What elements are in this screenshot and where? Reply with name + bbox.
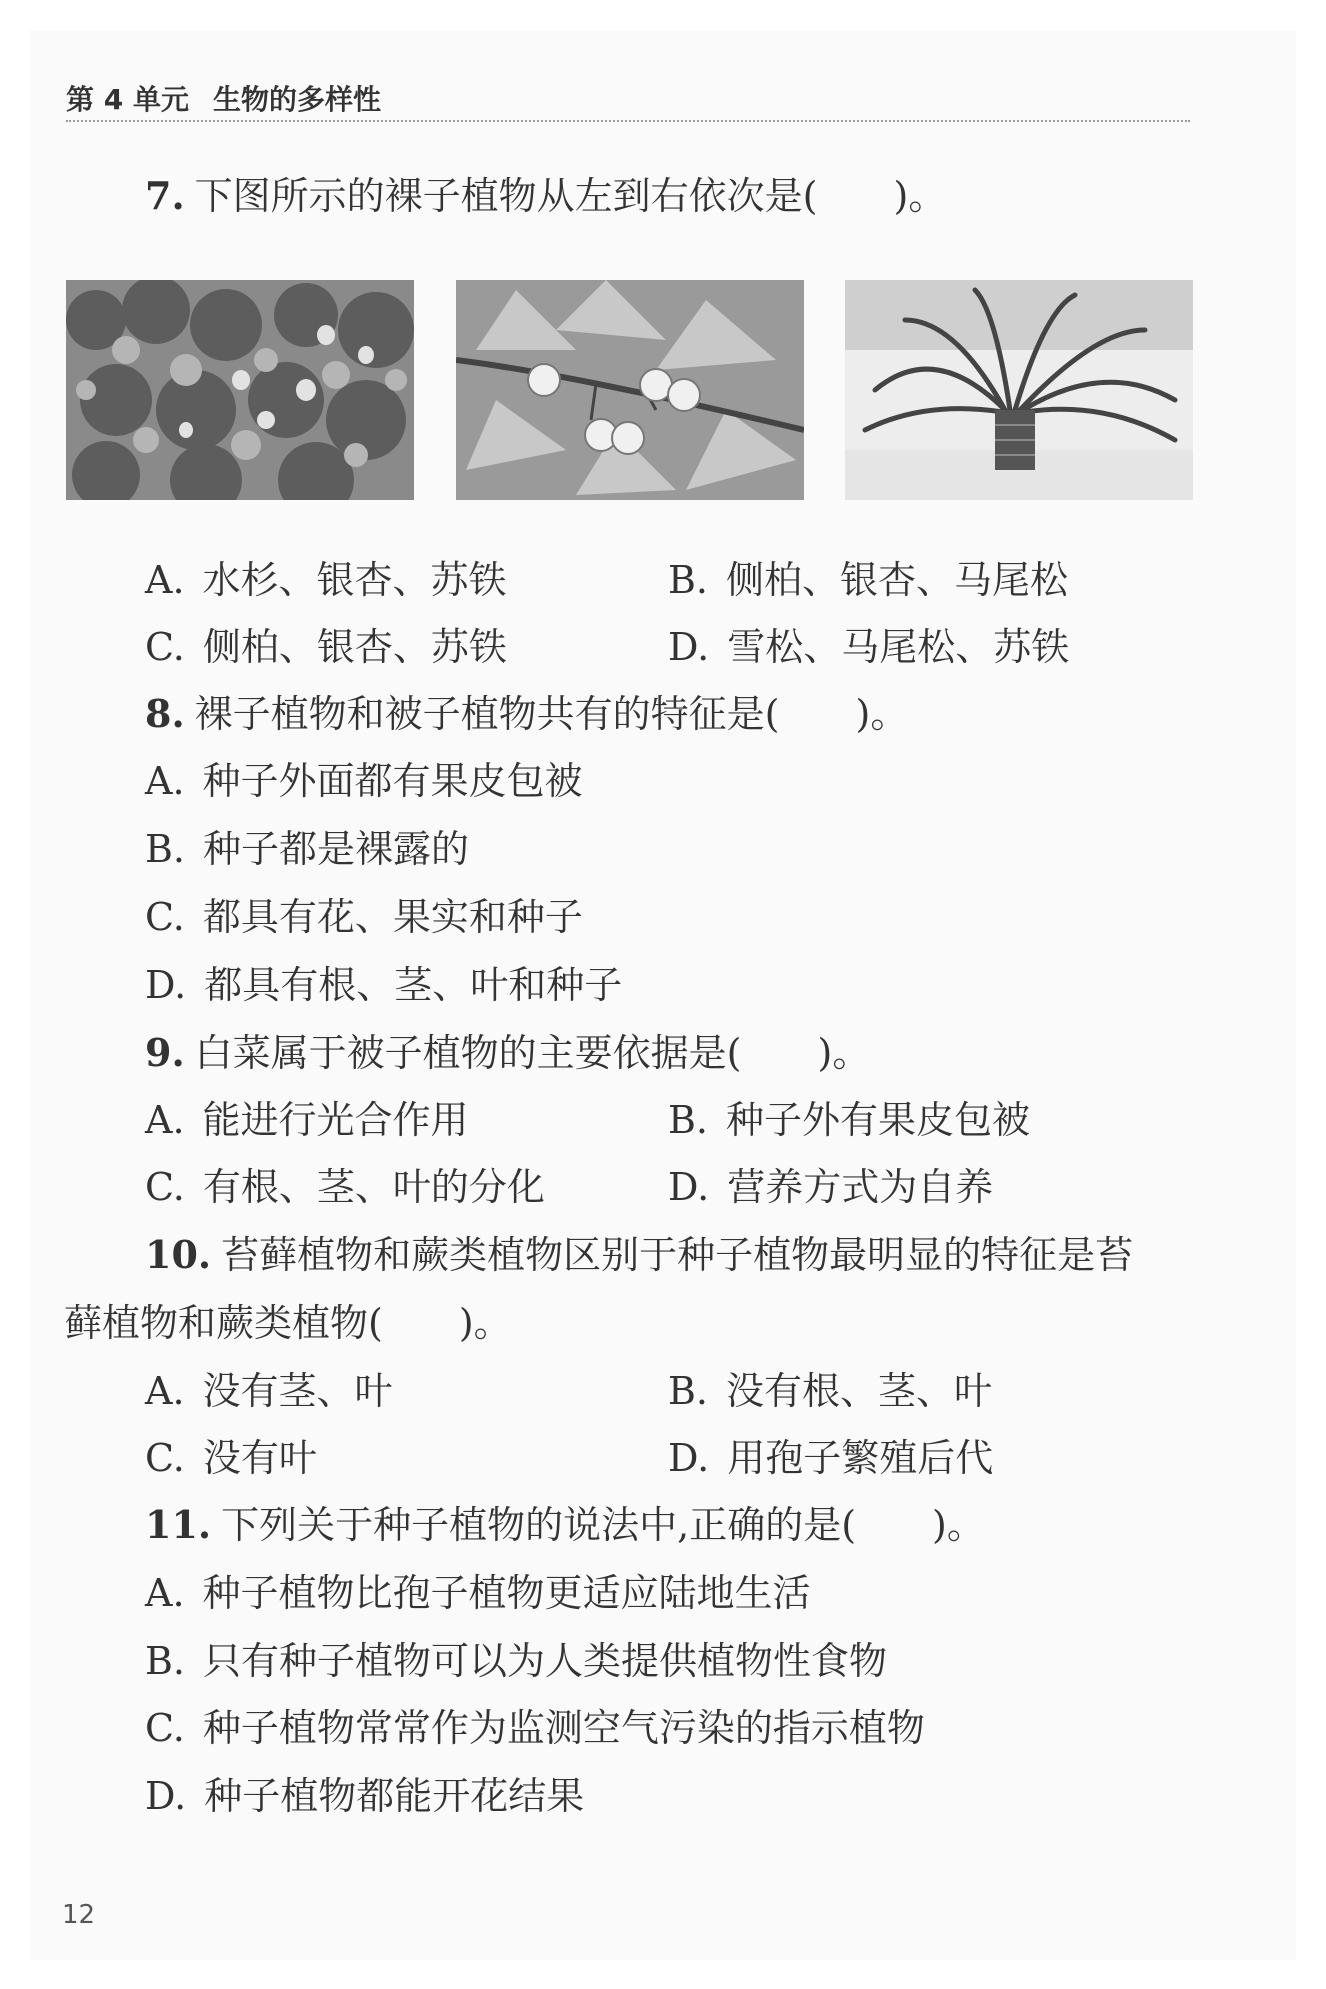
photo-cycad-palm: [845, 280, 1193, 500]
question-text: 白菜属于被子植物的主要依据是( )。: [194, 1031, 871, 1075]
option-10c: C. 没有叶: [145, 1436, 317, 1480]
question-text: 裸子植物和被子植物共有的特征是( )。: [194, 692, 909, 736]
option-9d: D. 营养方式为自养: [668, 1165, 994, 1209]
photo-ginkgo-branch: [456, 280, 804, 500]
question-number: 8.: [145, 691, 185, 736]
question-8-stem: [145, 690, 908, 738]
question-10-stem-continued: 藓植物和蕨类植物( )。: [64, 1301, 512, 1345]
option-10b: B. 没有根、茎、叶: [668, 1369, 993, 1413]
unit-title: 生物的多样性: [212, 83, 381, 116]
page-number: 12: [62, 1900, 96, 1930]
option-7c: C. 侧柏、银杏、苏铁: [145, 625, 507, 669]
question-7-stem: [145, 172, 946, 220]
option-10d: D. 用孢子繁殖后代: [668, 1436, 994, 1480]
page-header: [66, 78, 1190, 122]
option-7b: B. 侧柏、银杏、马尾松: [668, 558, 1069, 602]
photo-cypress-shrub: [66, 280, 414, 500]
option-11a: A. 种子植物比孢子植物更适应陆地生活: [145, 1571, 811, 1615]
option-8c: C. 都具有花、果实和种子: [145, 895, 583, 939]
question-11-stem: [145, 1501, 985, 1549]
question-number: 11.: [145, 1502, 212, 1547]
option-8a: A. 种子外面都有果皮包被: [145, 759, 583, 803]
option-11c: C. 种子植物常常作为监测空气污染的指示植物: [145, 1706, 925, 1750]
question-number: 10.: [145, 1232, 212, 1277]
option-7d: D. 雪松、马尾松、苏铁: [668, 625, 1070, 669]
question-number: 7.: [145, 173, 185, 218]
question-number: 9.: [145, 1030, 185, 1075]
option-8d: D. 都具有根、茎、叶和种子: [145, 963, 623, 1007]
option-9a: A. 能进行光合作用: [145, 1098, 469, 1142]
question-text: 下图所示的裸子植物从左到右依次是( )。: [194, 174, 947, 218]
option-11b: B. 只有种子植物可以为人类提供植物性食物: [145, 1639, 888, 1683]
question-text: 下列关于种子植物的说法中,正确的是( )。: [221, 1503, 985, 1547]
option-9b: B. 种子外有果皮包被: [668, 1098, 1031, 1142]
option-7a: A. 水杉、银杏、苏铁: [145, 558, 507, 602]
option-11d: D. 种子植物都能开花结果: [145, 1774, 585, 1818]
option-9c: C. 有根、茎、叶的分化: [145, 1165, 545, 1209]
option-8b: B. 种子都是裸露的: [145, 827, 470, 871]
option-10a: A. 没有茎、叶: [145, 1369, 393, 1413]
question-9-stem: [145, 1029, 870, 1077]
question-10-stem: [145, 1231, 1133, 1279]
unit-label: 第 4 单元: [66, 83, 189, 116]
question-text: 苔藓植物和蕨类植物区别于种子植物最明显的特征是苔: [221, 1233, 1134, 1277]
